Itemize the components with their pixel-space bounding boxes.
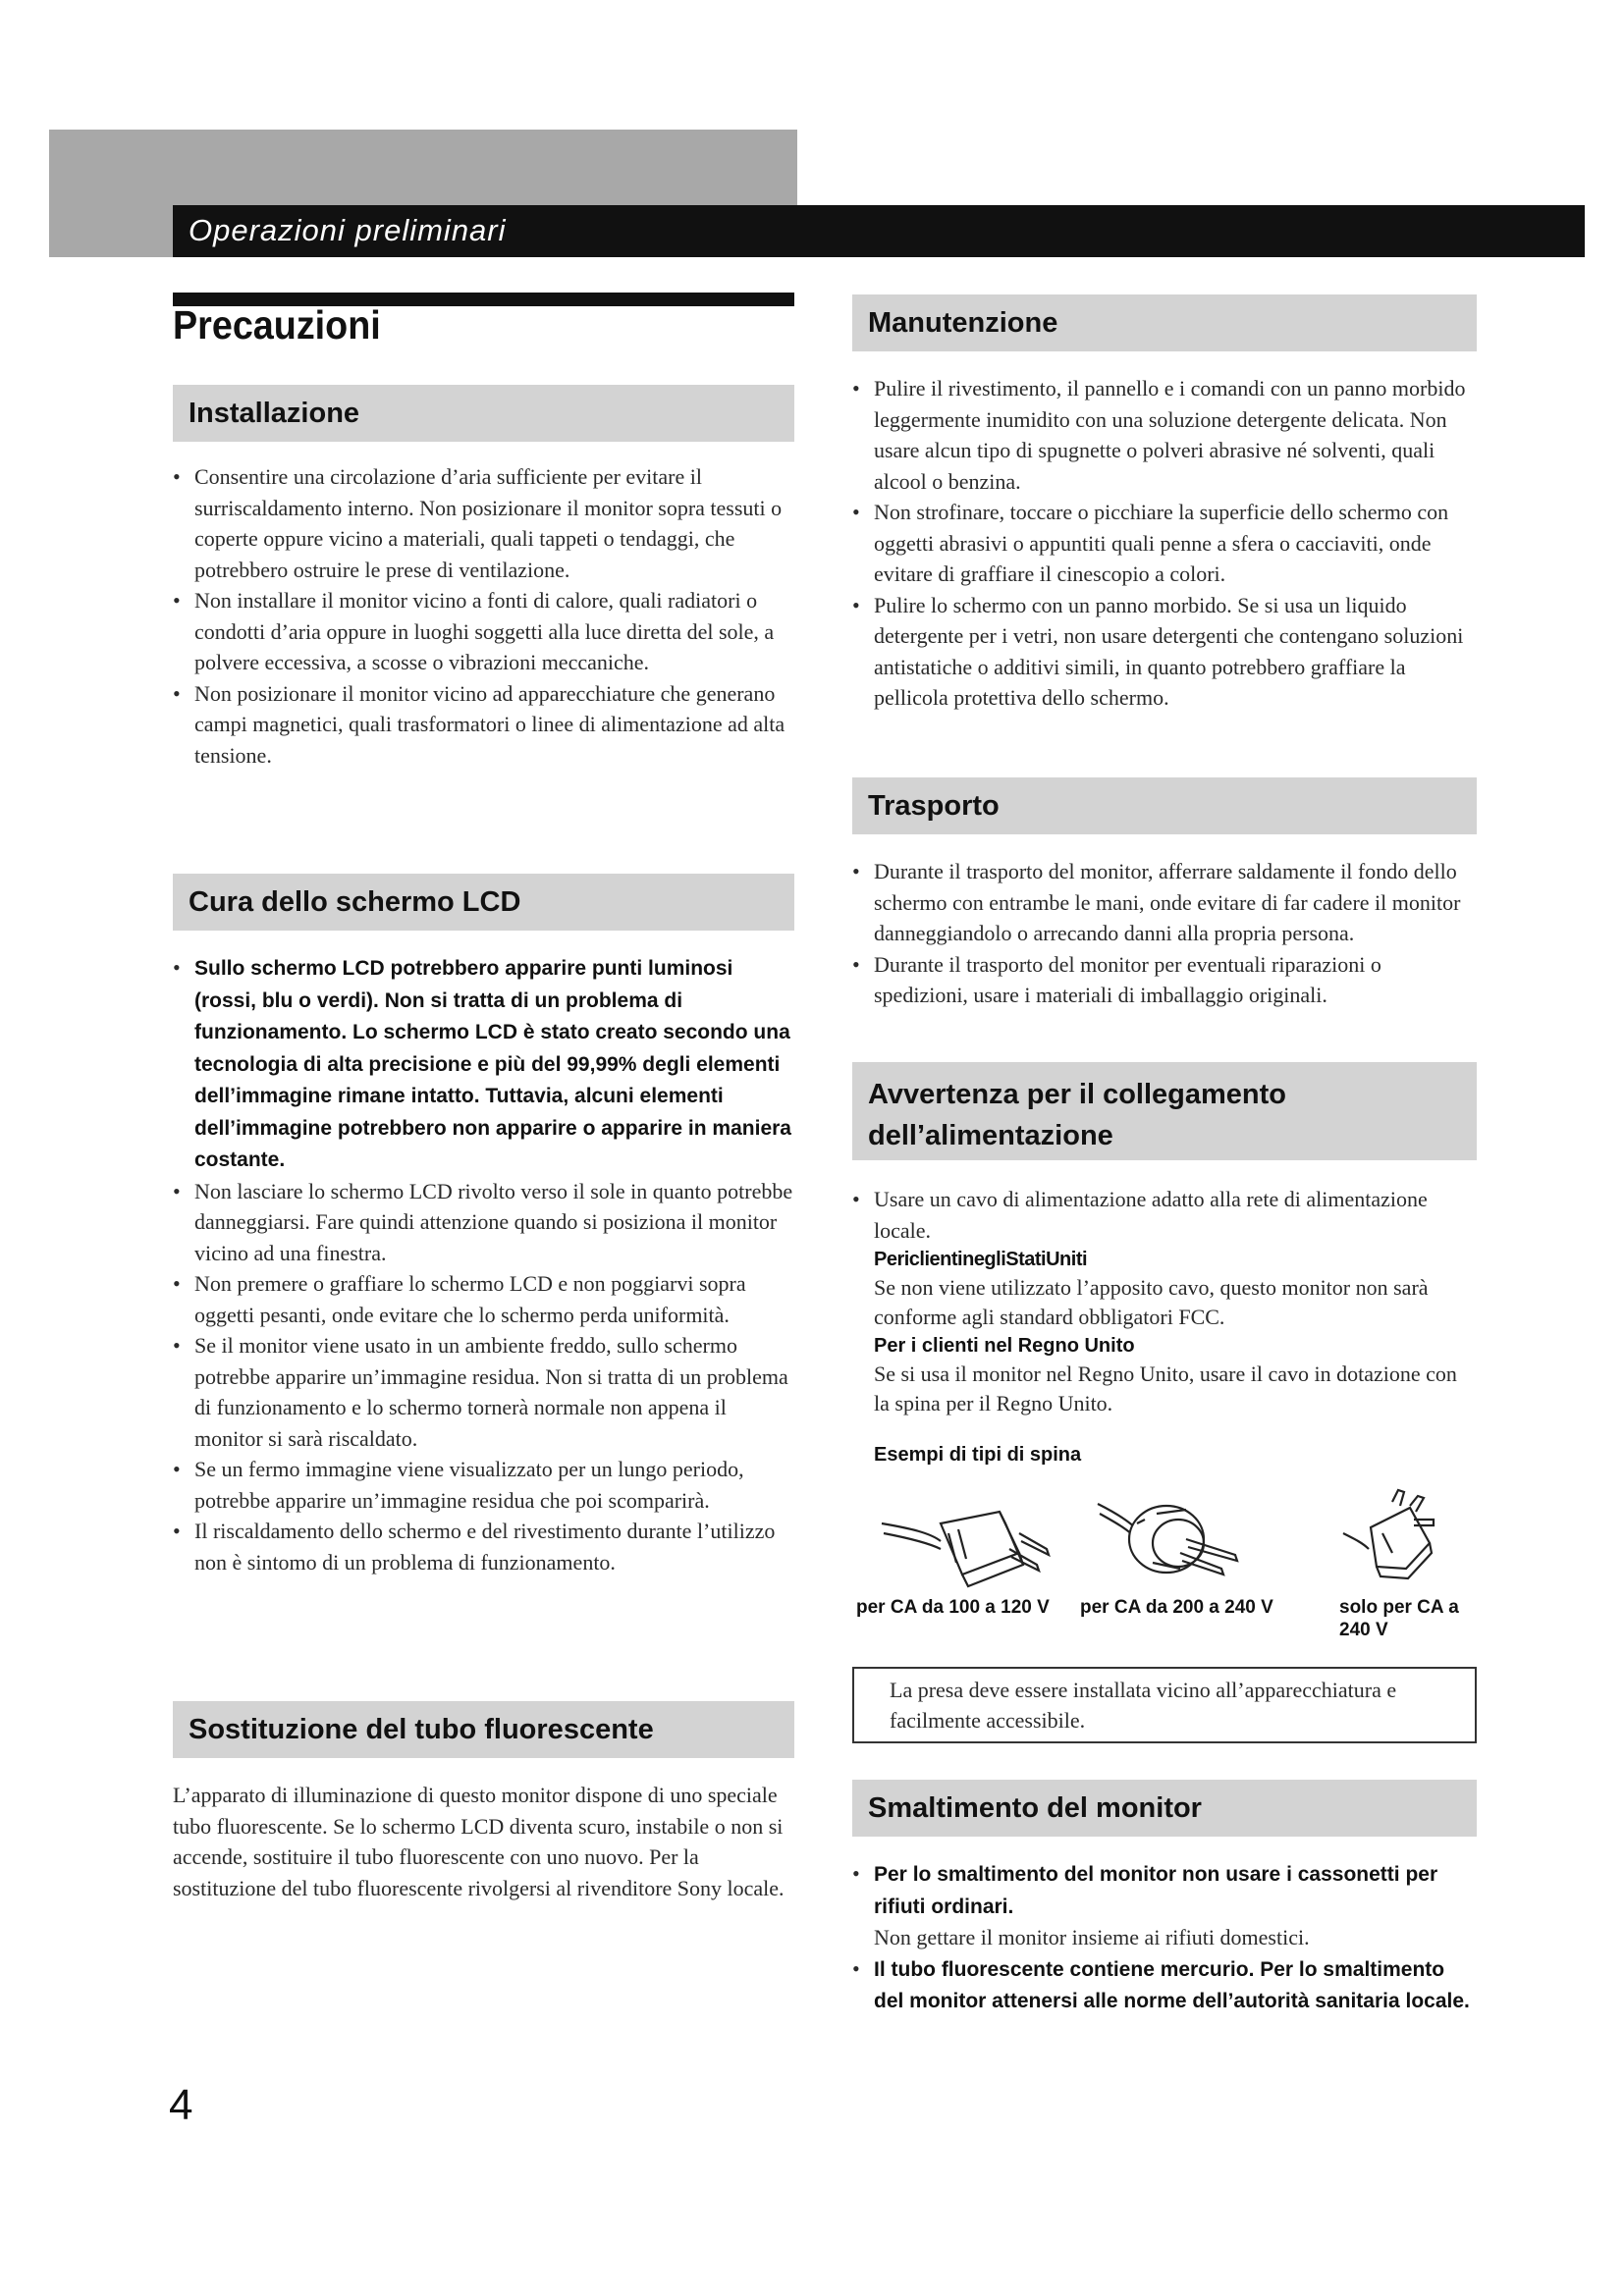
heading-tubo: Sostituzione del tubo fluorescente bbox=[173, 1701, 794, 1758]
section-alimentazione bbox=[852, 1062, 1477, 1467]
uk-text: Se si usa il monitor nel Regno Unito, usare il cavo in dotazione con la spina per il Regno Unito. bbox=[874, 1362, 1457, 1415]
page-number: 4 bbox=[169, 2081, 193, 2129]
smaltimento-bold-2: Il tubo fluorescente contiene mercurio. Per lo smaltimento del monitor attenersi alle norme dell’autorità sanitaria locale. bbox=[874, 1957, 1470, 2012]
list-item: • Non premere o graffiare lo schermo LCD e non poggiarvi sopra oggetti pesanti, onde evitare che lo schermo perda uniformità. bbox=[173, 1268, 794, 1330]
lcd-bold-text: Sullo schermo LCD potrebbero apparire punti luminosi (rossi, blu o verdi). Non si tratta di un problema di funzionamento. Lo schermo LCD è stato creato secondo una tecnologia di alta precisione e più del 99,99% degli elementi dell’immagine rimane intatto. Tuttavia, alcuni elementi dell’immagine potrebbero non apparire o apparire in maniera costante. bbox=[194, 957, 791, 1171]
list-item: • Non posizionare il monitor vicino ad apparecchiature che generano campi magnetici, quali trasformatori o linee di alimentazione ad alta tensione. bbox=[173, 678, 794, 772]
plug-caption-uk: solo per CA a 240 V bbox=[1339, 1597, 1459, 1640]
heading-installazione: Installazione bbox=[173, 385, 794, 442]
page-title: Precauzioni bbox=[173, 302, 381, 347]
list-item: • Usare un cavo di alimentazione adatto alla rete di alimentazione locale. bbox=[852, 1184, 1477, 1246]
us-plug-icon bbox=[882, 1512, 1049, 1586]
list-item: • Non lasciare lo schermo LCD rivolto verso il sole in quanto potrebbe danneggiarsi. Fare quindi attenzione quando si posiziona il monitor vicino ad una finestra. bbox=[173, 1176, 794, 1269]
list-manutenzione bbox=[852, 373, 1477, 714]
heading-line-2: dell’alimentazione bbox=[868, 1120, 1113, 1151]
section-smaltimento bbox=[852, 1780, 1477, 2017]
plug-illustrations bbox=[872, 1484, 1461, 1602]
list-item-bold bbox=[173, 952, 794, 1176]
section-trasporto bbox=[852, 777, 1477, 1011]
smaltimento-text-1: Non gettare il monitor insieme ai rifiuti domestici. bbox=[874, 1925, 1310, 1949]
list-trasporto bbox=[852, 856, 1477, 1011]
list-item: • Il riscaldamento dello schermo e del rivestimento durante l’utilizzo non è sintomo di un problema di funzionamento. bbox=[173, 1516, 794, 1577]
list-item: • Consentire una circolazione d’aria sufficiente per evitare il surriscaldamento interno. Non posizionare il monitor sopra tessuti o coperte oppure vicino a materiali, quali tappeti o tendaggi, che potrebbero ostruire le prese di ventilazione. bbox=[173, 461, 794, 585]
usa-text: Se non viene utilizzato l’apposito cavo, questo monitor non sarà conforme agli standard obbligatori FCC. bbox=[874, 1275, 1429, 1329]
uk-title: Per i clienti nel Regno Unito bbox=[874, 1335, 1135, 1357]
section-manutenzione bbox=[852, 294, 1477, 714]
list-item: • Se un fermo immagine viene visualizzato per un lungo periodo, potrebbe apparire un’immagine residua che poi scomparirà. bbox=[173, 1454, 794, 1516]
list-item: • Pulire il rivestimento, il pannello e i comandi con un panno morbido leggermente inumidito con una soluzione detergente delicata. Non usare alcun tipo di spugnette o polveri abrasive né solventi, quali alcool o benzina. bbox=[852, 373, 1477, 497]
eu-plug-icon bbox=[1098, 1504, 1237, 1575]
uk-plug-icon bbox=[1343, 1490, 1434, 1578]
usa-title: PericlientinegliStatiUniti bbox=[874, 1249, 1088, 1270]
notice-box: La presa deve essere installata vicino all’apparecchiatura e facilmente accessibile. bbox=[852, 1667, 1477, 1743]
heading-smaltimento: Smaltimento del monitor bbox=[852, 1780, 1477, 1837]
list-smaltimento bbox=[852, 1858, 1477, 2017]
list-item: • Pulire lo schermo con un panno morbido. Se si usa un liquido detergente per i vetri, non usare detergenti che contengano soluzioni antistatiche o additivi simili, in quanto potrebbero graffiare la pellicola protettiva dello schermo. bbox=[852, 590, 1477, 714]
plug-caption-eu: per CA da 200 a 240 V bbox=[1080, 1597, 1273, 1618]
list-item: • Se il monitor viene usato in un ambiente freddo, sullo schermo potrebbe apparire un’immagine residua. Non si tratta di un problema di funzionamento e lo schermo tornerà normale non appena il monitor si sarà riscaldato. bbox=[173, 1330, 794, 1454]
tubo-text: L’apparato di illuminazione di questo monitor dispone di uno speciale tubo fluorescente. Se lo schermo LCD diventa scuro, instabile o non si accende, sostituire il tubo fluorescente con uno nuovo. Per la sostituzione del tubo fluorescente rivolgersi al rivenditore Sony locale. bbox=[173, 1783, 785, 1900]
smaltimento-bold-1: Per lo smaltimento del monitor non usare i cassonetti per rifiuti ordinari. bbox=[874, 1863, 1438, 1918]
heading-line-1: Avvertenza per il collegamento bbox=[868, 1079, 1287, 1110]
list-item-bold bbox=[852, 1858, 1477, 1953]
list-item-bold bbox=[852, 1953, 1477, 2017]
heading-lcd: Cura dello schermo LCD bbox=[173, 874, 794, 931]
list-item: • Non strofinare, toccare o picchiare la superficie dello schermo con oggetti abrasivi o appuntiti quali penne a sfera o cacciaviti, onde evitare di graffiare il cinescopio a colori. bbox=[852, 497, 1477, 590]
heading-manutenzione: Manutenzione bbox=[852, 294, 1477, 351]
list-item: • Non installare il monitor vicino a fonti di calore, quali radiatori o condotti d’aria oppure in luoghi soggetti alla luce diretta del sole, a polvere eccessiva, a scosse o vibrazioni meccaniche. bbox=[173, 585, 794, 678]
list-alimentazione bbox=[852, 1184, 1477, 1246]
section-installazione bbox=[173, 385, 794, 771]
plug-title: Esempi di tipi di spina bbox=[874, 1444, 1082, 1466]
list-item: • Durante il trasporto del monitor, afferrare saldamente il fondo dello schermo con entrambe le mani, onde evitare di far cadere il monitor danneggiandolo o arrecando danni alla propria persona. bbox=[852, 856, 1477, 949]
heading-alimentazione bbox=[852, 1062, 1477, 1160]
section-lcd bbox=[173, 874, 794, 1577]
list-item: • Durante il trasporto del monitor per eventuali riparazioni o spedizioni, usare i materiali di imballaggio originali. bbox=[852, 949, 1477, 1011]
list-installazione bbox=[173, 461, 794, 771]
plug-caption-us: per CA da 100 a 120 V bbox=[856, 1597, 1050, 1618]
section-tubo bbox=[173, 1701, 794, 1903]
heading-trasporto: Trasporto bbox=[852, 777, 1477, 834]
section-label: Operazioni preliminari bbox=[189, 213, 507, 247]
list-lcd bbox=[173, 952, 794, 1577]
